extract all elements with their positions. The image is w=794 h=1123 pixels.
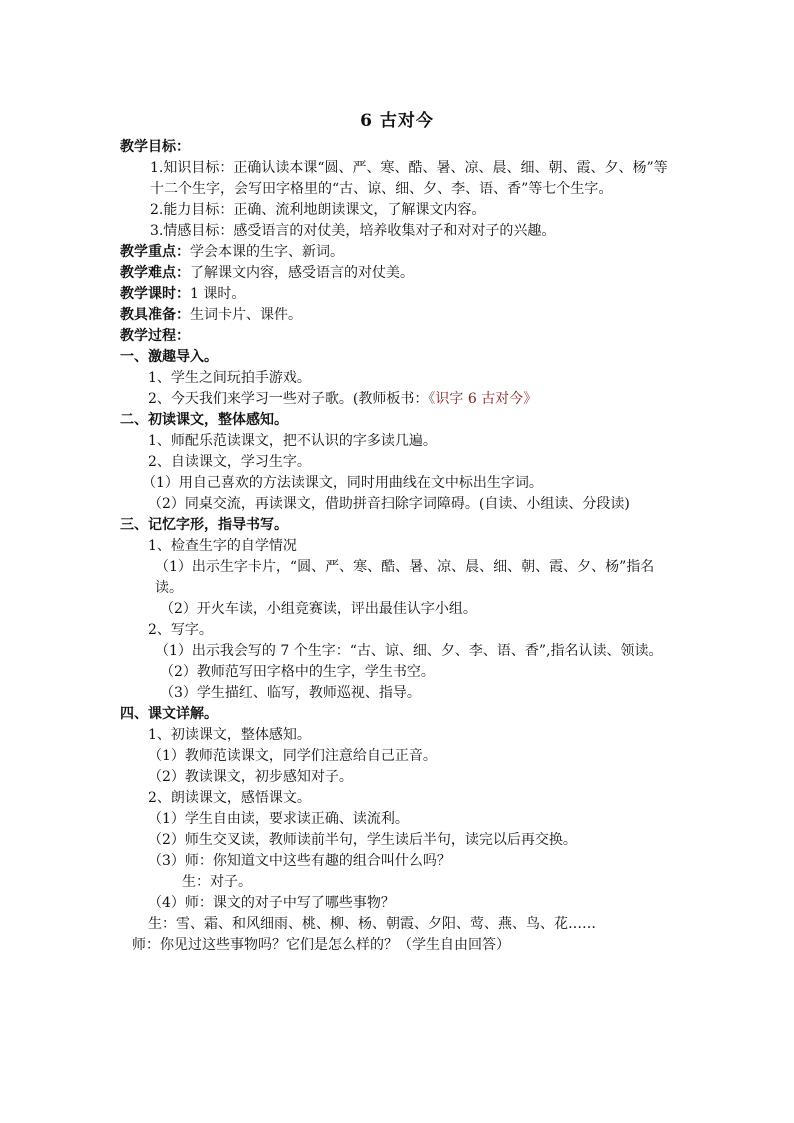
section-3-item-1-2: （2）开火车读，小组竞赛读，评出最佳认字小组。 <box>160 601 477 617</box>
section-3-item-2-3: （3）学生描红、临写，教师巡视、指导。 <box>160 685 421 701</box>
process-heading: 教学过程： <box>120 328 190 344</box>
section-4-item-2-3-answer: 生：对子。 <box>182 874 252 890</box>
document-body <box>120 137 680 956</box>
section-3-item-1-1: （1）出示生字卡片，“圆、严、寒、酷、暑、凉、晨、细、朝、霞、夕、杨”指名读。 <box>155 559 655 596</box>
section-2-item-1: 1、师配乐范读课文，把不认识的字多读几遍。 <box>148 433 437 449</box>
objective-knowledge: 1.知识目标：正确认读本课“圆、严、寒、酷、暑、凉、晨、细、朝、霞、夕、杨”等十二个生字，会写田字格里的“古、谅、细、夕、李、语、香”等七个生字。 <box>150 160 668 197</box>
objectives-heading: 教学目标： <box>120 139 190 155</box>
tools-text: 生词卡片、课件。 <box>190 307 302 323</box>
hours-line <box>120 284 680 305</box>
section-4-item-1-1: （1）教师范读课文，同学们注意给自己正音。 <box>148 748 437 764</box>
section-2-item-2: 2、自读课文，学习生字。 <box>148 454 311 470</box>
section-4-item-2-5: 师：你见过这些事物吗？它们是怎么样的？（学生自由回答） <box>132 937 510 953</box>
section-4-item-1: 1、初读课文，整体感知。 <box>148 727 311 743</box>
focus-label: 教学重点： <box>120 244 190 260</box>
focus-line <box>120 242 680 263</box>
section-3-item-2: 2、写字。 <box>148 622 213 638</box>
section-3-item-2-2: （2）教师范写田字格中的生字，学生书空。 <box>160 664 435 680</box>
objective-emotion: 3.情感目标：感受语言的对仗美，培养收集对子和对对子的兴趣。 <box>150 223 556 239</box>
section-2-item-2-2: （2）同桌交流，再读课文，借助拼音扫除字词障碍。(自读、小组读、分段读) <box>148 496 630 512</box>
section-4-heading: 四、课文详解。 <box>120 706 218 722</box>
section-1-item-1: 1、学生之间玩拍手游戏。 <box>148 370 311 386</box>
section-3-item-2-1: （1）出示我会写的 7 个生字：“古、谅、细、夕、李、语、香”,指名认读、领读。 <box>155 643 663 659</box>
section-2-item-2-1: （1）用自己喜欢的方法读课文，同时用曲线在文中标出生字词。 <box>142 475 543 491</box>
difficulty-label: 教学难点： <box>120 265 190 281</box>
section-3-item-1: 1、检查生字的自学情况 <box>148 538 297 554</box>
focus-text: 学会本课的生字、新词。 <box>190 244 344 260</box>
section-4-item-2: 2、朗读课文，感悟课文。 <box>148 790 311 806</box>
section-3-heading: 三、记忆字形，指导书写。 <box>120 517 288 533</box>
hours-text: 1 课时。 <box>190 286 246 302</box>
section-4-item-1-2: （2）教读课文，初步感知对子。 <box>148 769 353 785</box>
section-4-item-2-3: （3）师：你知道文中这些有趣的组合叫什么吗？ <box>148 853 451 869</box>
section-1-item-2 <box>120 389 680 410</box>
tools-label: 教具准备： <box>120 307 190 323</box>
section-4-item-2-2: （2）师生交叉读，教师读前半句，学生读后半句，读完以后再交换。 <box>148 832 577 848</box>
page-title: 6 古对今 <box>360 111 434 131</box>
section-2-heading: 二、初读课文，整体感知。 <box>120 412 288 428</box>
difficulty-text: 了解课文内容，感受语言的对仗美。 <box>190 265 414 281</box>
section-4-item-2-1: （1）学生自由读，要求读正确、读流利。 <box>148 811 409 827</box>
section-4-item-2-4-answer: 生：雪、霜、和风细雨、桃、柳、杨、朝霞、夕阳、莺、燕、鸟、花…… <box>148 916 596 932</box>
section-1-heading: 一、激趣导入。 <box>120 349 218 365</box>
objective-ability: 2.能力目标：正确、流利地朗读课文，了解课文内容。 <box>150 202 486 218</box>
section-4-item-2-4: （4）师：课文的对子中写了哪些事物？ <box>148 895 395 911</box>
hours-label: 教学课时： <box>120 286 190 302</box>
tools-line <box>120 305 680 326</box>
board-title: 《识字 6 古对今》 <box>428 391 538 407</box>
difficulty-line <box>120 263 680 284</box>
section-1-item-2-text: 2、今天我们来学习一些对子歌。(教师板书： <box>148 391 429 407</box>
